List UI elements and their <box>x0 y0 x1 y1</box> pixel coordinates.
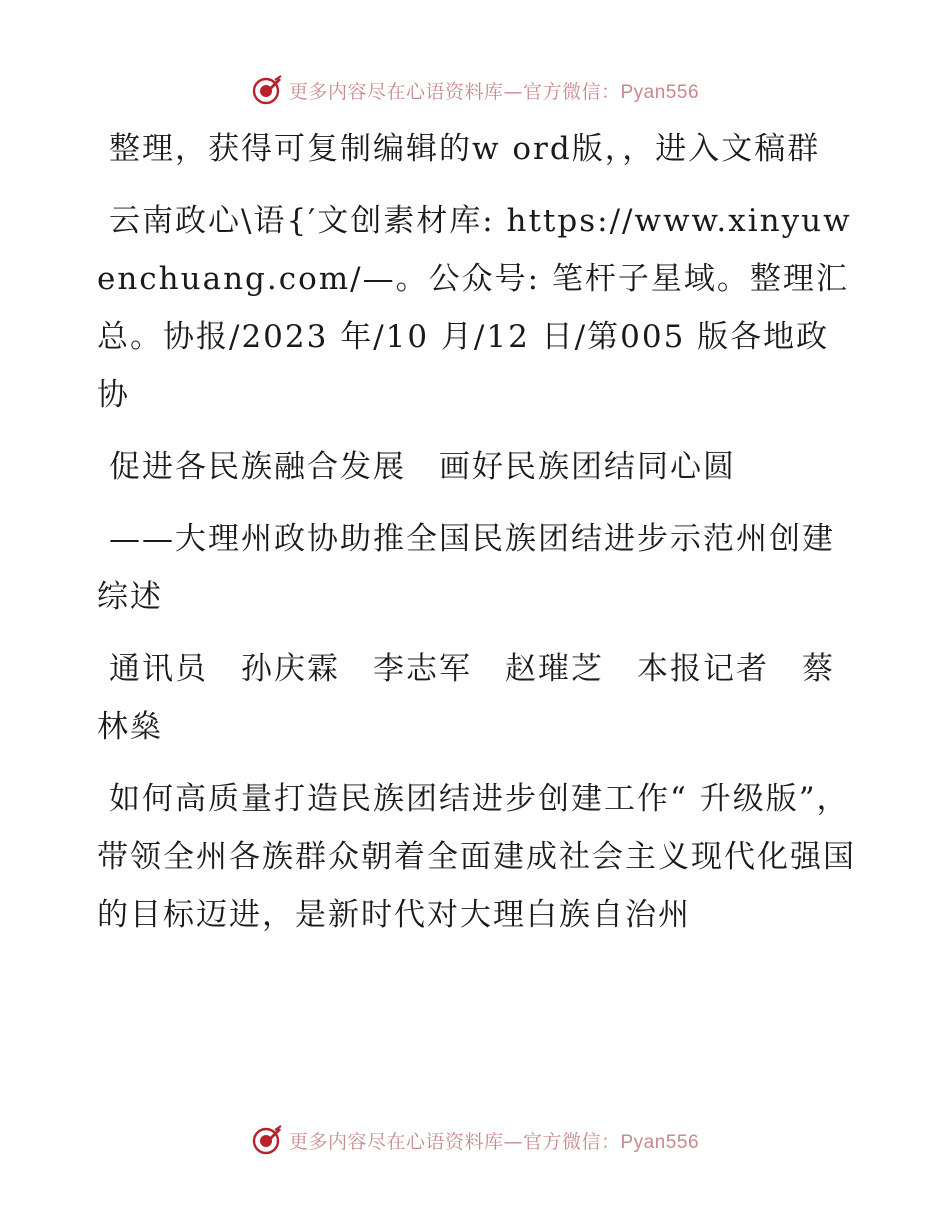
footer-banner-account: Pyan556 <box>620 1131 700 1153</box>
article-subtitle: ——大理州政协助推全国民族团结进步示范州创建综述 <box>97 521 835 615</box>
paragraph-intro: 整理，获得可复制编辑的w ord版，，进入文稿群 <box>109 131 821 167</box>
article-byline: 通讯员 孙庆霖 李志军 赵璀芝 本报记者 蔡林燊 <box>97 651 835 745</box>
footer-banner <box>0 1122 950 1158</box>
document-body <box>97 120 857 958</box>
header-banner <box>0 72 950 108</box>
header-banner-account: Pyan556 <box>620 81 700 103</box>
footer-banner-label: 更多内容尽在心语资料库—官方微信： <box>288 1130 621 1153</box>
footer-banner-inner <box>251 1124 699 1156</box>
quill-pen-logo-icon <box>251 74 283 106</box>
paragraph-source: 云南政心\语{′文创素材库: https://www.xinyuwenchuang.com/—。公众号: 笔杆子星域。整理汇总。协报/2023 年/10 月/12 日/第005 版各地政协 <box>97 203 852 413</box>
footer-banner-text <box>289 1127 699 1154</box>
header-banner-label: 更多内容尽在心语资料库—官方微信： <box>288 80 621 103</box>
article-lead-paragraph: 如何高质量打造民族团结进步创建工作“ 升级版”，带领全州各族群众朝着全面建成社会主义现代化强国的目标迈进，是新时代对大理白族自治州 <box>97 781 856 933</box>
header-banner-text <box>289 77 699 104</box>
article-title: 促进各民族融合发展 画好民族团结同心圆 <box>109 449 736 485</box>
header-banner-inner <box>251 74 699 106</box>
quill-pen-logo-icon <box>251 1124 283 1156</box>
